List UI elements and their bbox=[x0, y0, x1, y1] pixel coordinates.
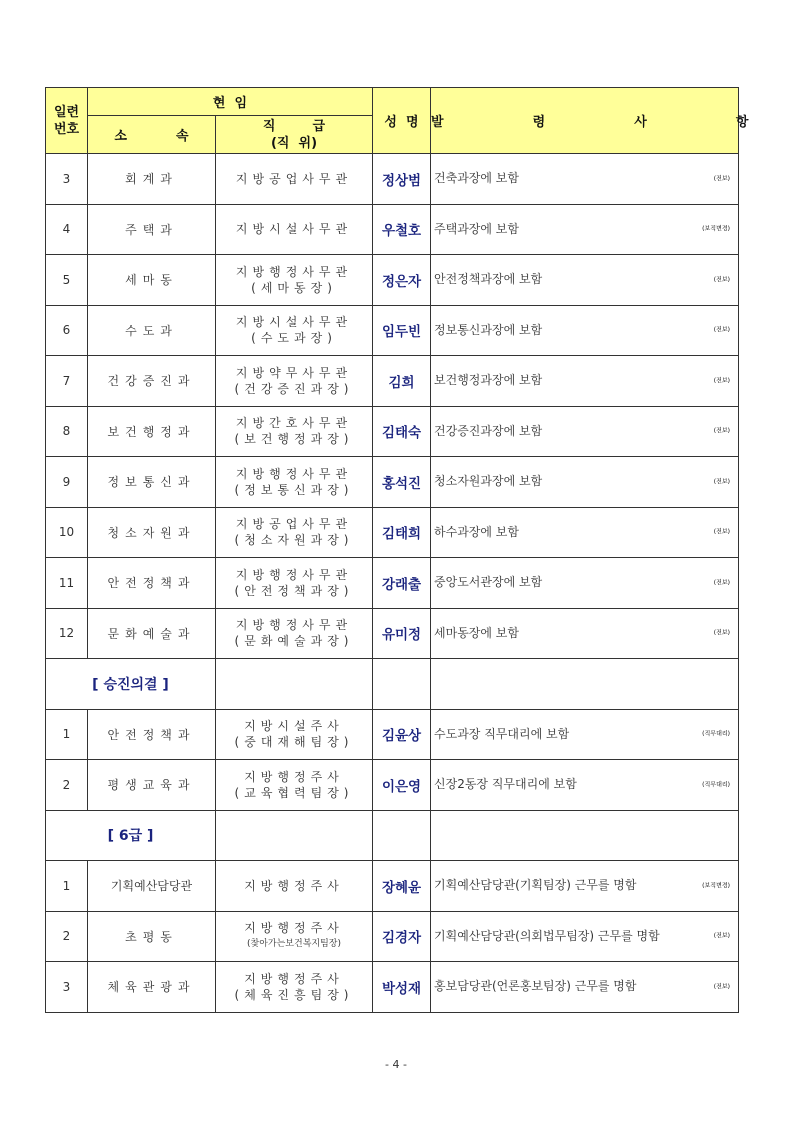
order-text: 기획예산담당관(의회법무팀장) 근무를 명함 bbox=[434, 928, 660, 943]
person-name: 김희 bbox=[373, 356, 431, 407]
position-line: (건강증진과장) bbox=[234, 381, 354, 396]
serial-number: 11 bbox=[46, 558, 88, 609]
serial-number: 6 bbox=[46, 305, 88, 356]
table-row bbox=[46, 356, 739, 407]
section-row bbox=[46, 659, 739, 710]
serial-number: 10 bbox=[46, 507, 88, 558]
department: 초평동 bbox=[88, 911, 216, 962]
table-row bbox=[46, 457, 739, 508]
rank-header-top: 직 급 bbox=[262, 118, 326, 134]
order-type-tag: (직무대리) bbox=[702, 730, 731, 738]
rank-line: 지방시설사무관 bbox=[235, 222, 353, 237]
appointment-table bbox=[45, 87, 749, 1013]
order-type-tag: (전보) bbox=[713, 427, 731, 435]
order-cell bbox=[431, 457, 739, 508]
department: 보건행정과 bbox=[88, 406, 216, 457]
order-cell bbox=[431, 356, 739, 407]
rank-cell bbox=[216, 305, 373, 356]
person-name: 임두빈 bbox=[373, 305, 431, 356]
table-row bbox=[46, 507, 739, 558]
order-cell bbox=[431, 911, 739, 962]
position-line: (찾아가는보건복지팀장) bbox=[247, 939, 341, 950]
department: 체육관광과 bbox=[88, 962, 216, 1013]
department: 기획예산담당관 bbox=[88, 861, 216, 912]
position-line: (중대재해팀장) bbox=[234, 735, 354, 750]
rank-line: 지방시설주사 bbox=[244, 719, 344, 734]
empty-cell bbox=[431, 810, 739, 861]
department: 수도과 bbox=[88, 305, 216, 356]
person-name: 장혜윤 bbox=[373, 861, 431, 912]
table-row bbox=[46, 760, 739, 811]
person-name: 김경자 bbox=[373, 911, 431, 962]
position-line: (문화예술과장) bbox=[234, 634, 354, 649]
person-name: 강래출 bbox=[373, 558, 431, 609]
rank-line: 지방공업사무관 bbox=[235, 517, 353, 532]
rank-line: 지방행정사무관 bbox=[235, 264, 353, 279]
position-line: (정보통신과장) bbox=[234, 482, 354, 497]
rank-cell bbox=[216, 709, 373, 760]
affiliation-header: 소 속 bbox=[88, 116, 216, 154]
order-cell bbox=[431, 507, 739, 558]
table-row bbox=[46, 962, 739, 1013]
order-text: 청소자원과장에 보함 bbox=[434, 474, 543, 489]
rank-cell bbox=[216, 760, 373, 811]
order-cell bbox=[431, 305, 739, 356]
serial-number: 5 bbox=[46, 255, 88, 306]
rank-line: 지방공업사무관 bbox=[235, 171, 353, 186]
serial-header-bottom: 번호 bbox=[53, 121, 80, 137]
table-row bbox=[46, 709, 739, 760]
current-header: 현 임 bbox=[88, 88, 373, 116]
serial-number: 1 bbox=[46, 709, 88, 760]
order-cell bbox=[431, 406, 739, 457]
order-text: 홍보담당관(언론홍보팀장) 근무를 명함 bbox=[434, 979, 637, 994]
order-type-tag: (전보) bbox=[713, 579, 731, 587]
rank-cell bbox=[216, 356, 373, 407]
department: 정보통신과 bbox=[88, 457, 216, 508]
department: 건강증진과 bbox=[88, 356, 216, 407]
order-text: 하수과장에 보함 bbox=[434, 524, 519, 539]
rank-line: 지방행정사무관 bbox=[235, 618, 353, 633]
position-line: (세마동장) bbox=[251, 280, 337, 295]
section-title: [ 6급 ] bbox=[46, 810, 216, 861]
order-type-tag: (전보) bbox=[713, 478, 731, 486]
table-row bbox=[46, 154, 739, 205]
rank-line: 지방행정주사 bbox=[244, 921, 344, 936]
section-row bbox=[46, 810, 739, 861]
person-name: 박성재 bbox=[373, 962, 431, 1013]
serial-header-top: 일련 bbox=[53, 104, 80, 120]
rank-header bbox=[216, 116, 373, 154]
position-line: (안전정책과장) bbox=[234, 583, 354, 598]
person-name: 홍석진 bbox=[373, 457, 431, 508]
order-cell bbox=[431, 760, 739, 811]
position-line: (체육진흥팀장) bbox=[234, 987, 354, 1002]
rank-line: 지방시설사무관 bbox=[235, 315, 353, 330]
department: 평생교육과 bbox=[88, 760, 216, 811]
rank-cell bbox=[216, 255, 373, 306]
serial-number: 7 bbox=[46, 356, 88, 407]
serial-number: 3 bbox=[46, 962, 88, 1013]
serial-number: 2 bbox=[46, 911, 88, 962]
order-text: 안전정책과장에 보함 bbox=[434, 272, 543, 287]
rank-header-bottom: (직 위) bbox=[270, 135, 318, 151]
order-type-tag: (전보) bbox=[713, 377, 731, 385]
table-row bbox=[46, 255, 739, 306]
order-text: 보건행정과장에 보함 bbox=[434, 373, 543, 388]
table-row bbox=[46, 861, 739, 912]
position-line: (수도과장) bbox=[251, 331, 337, 346]
serial-number: 4 bbox=[46, 204, 88, 255]
order-type-tag: (전보) bbox=[713, 326, 731, 334]
order-type-tag: (전보) bbox=[713, 983, 731, 991]
person-name: 정상범 bbox=[373, 154, 431, 205]
serial-number: 9 bbox=[46, 457, 88, 508]
department: 문화예술과 bbox=[88, 608, 216, 659]
empty-cell bbox=[216, 659, 373, 710]
person-name: 유미정 bbox=[373, 608, 431, 659]
person-name: 김태숙 bbox=[373, 406, 431, 457]
rank-cell bbox=[216, 457, 373, 508]
person-name: 우철호 bbox=[373, 204, 431, 255]
rank-cell bbox=[216, 507, 373, 558]
order-text: 기획예산담당관(기획팀장) 근무를 명함 bbox=[434, 878, 637, 893]
department: 청소자원과 bbox=[88, 507, 216, 558]
rank-cell bbox=[216, 911, 373, 962]
position-line: (교육협력팀장) bbox=[234, 785, 354, 800]
position-line: (청소자원과장) bbox=[234, 533, 354, 548]
order-text: 정보통신과장에 보함 bbox=[434, 322, 543, 337]
order-text: 건강증진과장에 보함 bbox=[434, 423, 543, 438]
department: 세마동 bbox=[88, 255, 216, 306]
order-cell bbox=[431, 962, 739, 1013]
order-cell bbox=[431, 608, 739, 659]
order-cell bbox=[431, 709, 739, 760]
order-cell bbox=[431, 861, 739, 912]
rank-cell bbox=[216, 962, 373, 1013]
rank-line: 지방행정사무관 bbox=[235, 466, 353, 481]
serial-number: 2 bbox=[46, 760, 88, 811]
rank-cell bbox=[216, 558, 373, 609]
order-type-tag: (보직변경) bbox=[702, 882, 731, 890]
table-row bbox=[46, 558, 739, 609]
person-name: 김태희 bbox=[373, 507, 431, 558]
empty-cell bbox=[373, 810, 431, 861]
department: 안전정책과 bbox=[88, 558, 216, 609]
order-cell bbox=[431, 558, 739, 609]
position-line: (보건행정과장) bbox=[234, 432, 354, 447]
order-type-tag: (직무대리) bbox=[702, 781, 731, 789]
order-type-tag: (전보) bbox=[713, 932, 731, 940]
order-text: 수도과장 직무대리에 보함 bbox=[434, 726, 570, 741]
department: 회계과 bbox=[88, 154, 216, 205]
empty-cell bbox=[373, 659, 431, 710]
serial-number: 8 bbox=[46, 406, 88, 457]
order-type-tag: (전보) bbox=[713, 276, 731, 284]
table-row bbox=[46, 911, 739, 962]
order-text: 신장2동장 직무대리에 보함 bbox=[434, 777, 577, 792]
rank-cell bbox=[216, 406, 373, 457]
person-name: 이은영 bbox=[373, 760, 431, 811]
table-row bbox=[46, 305, 739, 356]
rank-line: 지방약무사무관 bbox=[235, 365, 353, 380]
order-cell bbox=[431, 204, 739, 255]
table-row bbox=[46, 608, 739, 659]
empty-cell bbox=[216, 810, 373, 861]
order-text: 중앙도서관장에 보함 bbox=[434, 575, 543, 590]
rank-cell bbox=[216, 154, 373, 205]
order-header: 발 령 사 항 bbox=[431, 88, 739, 154]
order-text: 세마동장에 보함 bbox=[434, 625, 519, 640]
order-type-tag: (전보) bbox=[713, 629, 731, 637]
department: 주택과 bbox=[88, 204, 216, 255]
serial-number: 12 bbox=[46, 608, 88, 659]
order-type-tag: (전보) bbox=[713, 175, 731, 183]
rank-line: 지방행정사무관 bbox=[235, 567, 353, 582]
page-number: - 4 - bbox=[385, 1058, 407, 1071]
order-type-tag: (보직변경) bbox=[702, 225, 731, 233]
section-title: [ 승진의결 ] bbox=[46, 659, 216, 710]
rank-cell bbox=[216, 861, 373, 912]
order-type-tag: (전보) bbox=[713, 528, 731, 536]
table-row bbox=[46, 406, 739, 457]
order-cell bbox=[431, 154, 739, 205]
person-name: 김윤상 bbox=[373, 709, 431, 760]
department: 안전정책과 bbox=[88, 709, 216, 760]
empty-cell bbox=[431, 659, 739, 710]
rank-line: 지방행정주사 bbox=[244, 971, 344, 986]
rank-cell bbox=[216, 608, 373, 659]
rank-line: 지방행정주사 bbox=[244, 769, 344, 784]
rank-cell bbox=[216, 204, 373, 255]
person-name: 정은자 bbox=[373, 255, 431, 306]
rank-line: 지방간호사무관 bbox=[235, 416, 353, 431]
order-cell bbox=[431, 255, 739, 306]
serial-number: 3 bbox=[46, 154, 88, 205]
order-text: 주택과장에 보함 bbox=[434, 221, 519, 236]
order-text: 건축과장에 보함 bbox=[434, 171, 519, 186]
serial-header bbox=[46, 88, 88, 154]
name-header: 성 명 bbox=[373, 88, 431, 154]
rank-line: 지방행정주사 bbox=[244, 878, 344, 893]
table-row bbox=[46, 204, 739, 255]
serial-number: 1 bbox=[46, 861, 88, 912]
